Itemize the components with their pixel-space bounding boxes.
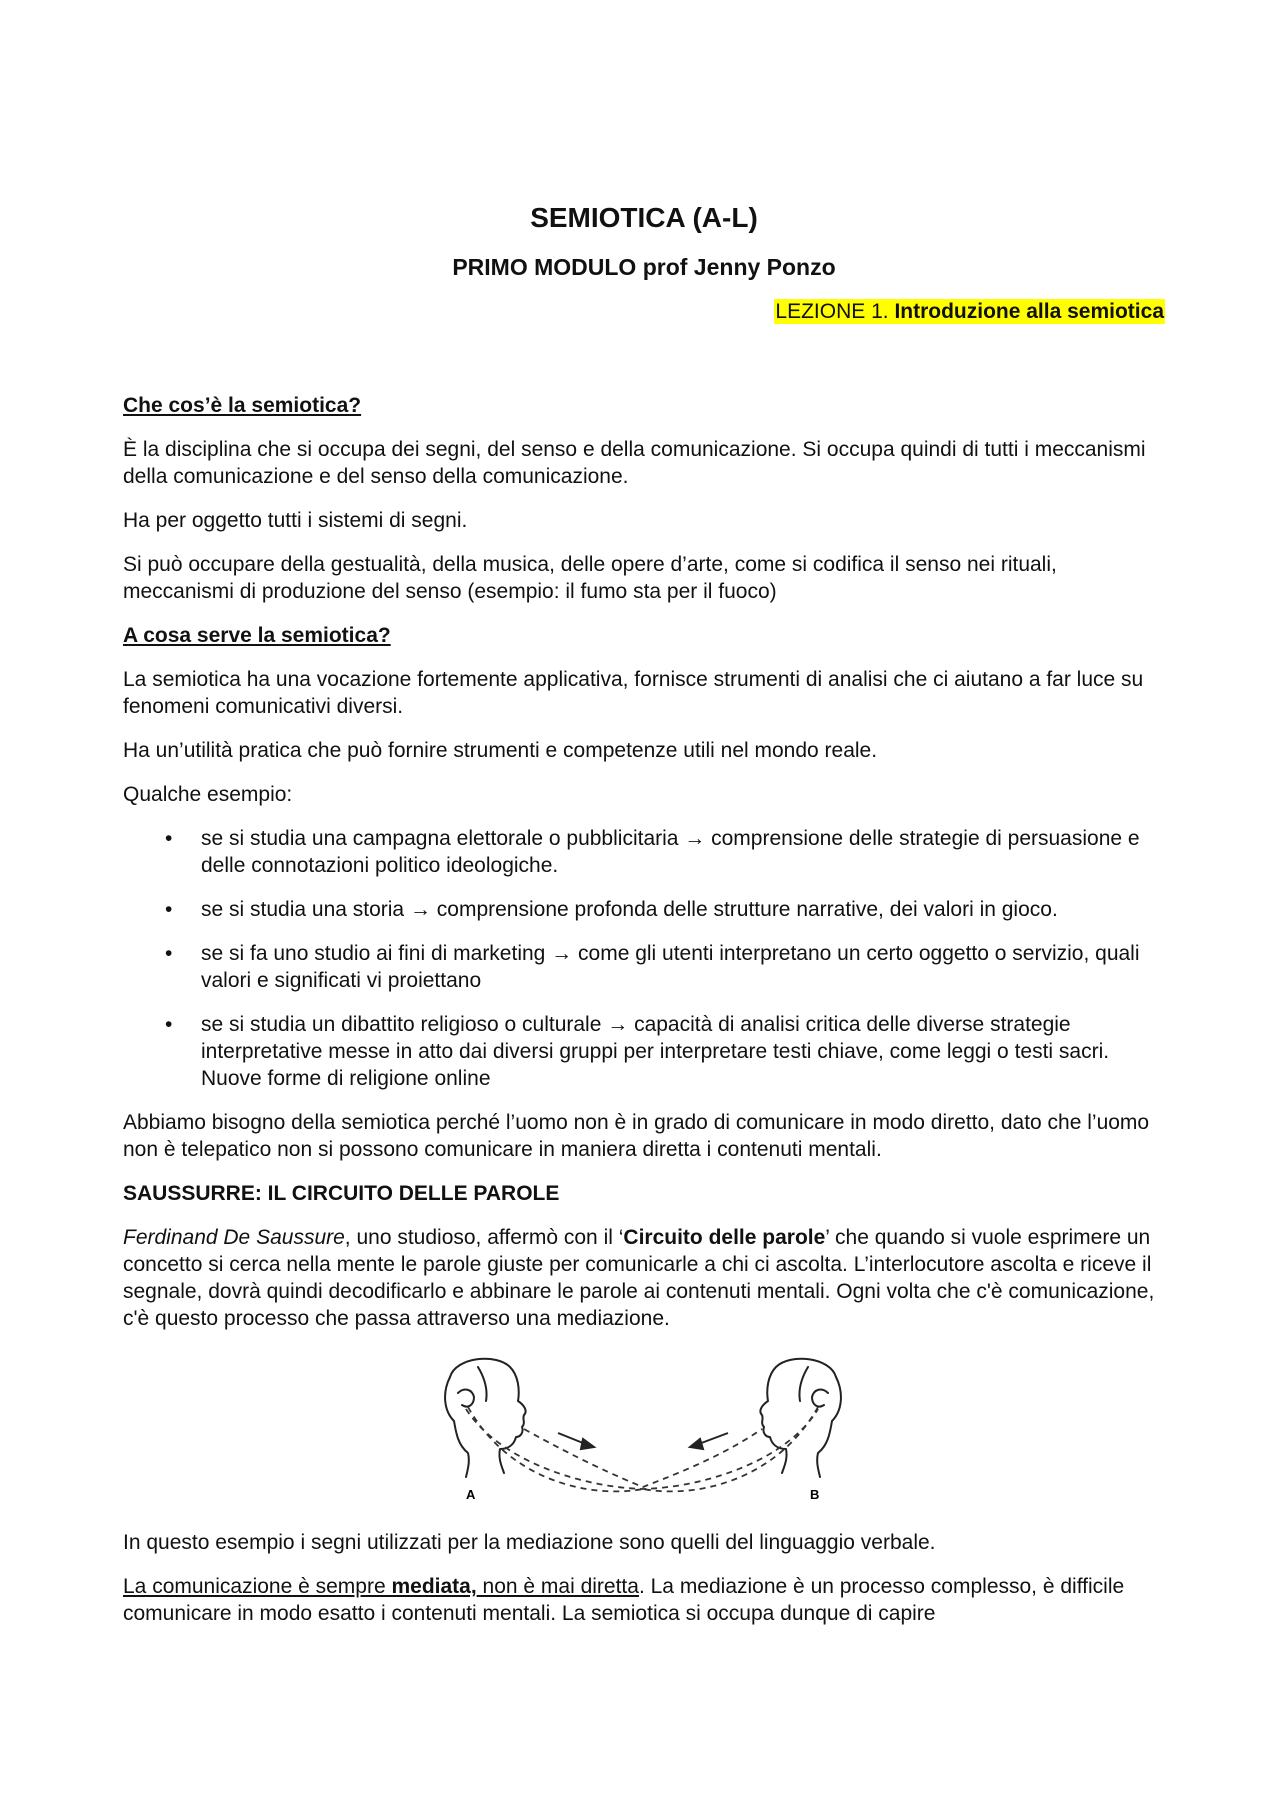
author-name: Ferdinand De Saussure (123, 1226, 345, 1249)
list-item: • se si studia una campagna elettorale o pubblicitaria → comprensione delle strategie di persuasione e delle connotazioni politico ideologiche. (165, 827, 1140, 877)
paragraph: La semiotica ha una vocazione fortemente applicativa, fornisce strumenti di analisi che ci aiutano a far luce su fenomeni comunicativi diversi. (123, 668, 1144, 718)
bullet-icon: • (165, 942, 173, 965)
bullet-icon: • (165, 827, 173, 850)
paragraph-mediation: La comunicazione è sempre mediata, non è mai diretta. La mediazione è un processo complesso, è difficile comunicare in modo esatto i contenuti mentali. La semiotica si occupa dunque di capire (123, 1575, 1125, 1625)
paragraph: Ha un’utilità pratica che può fornire strumenti e competenze utili nel mondo reale. (123, 739, 878, 762)
list-item: • se si fa uno studio ai fini di marketing → come gli utenti interpretano un certo oggetto o servizio, quali valori e significati vi proiettano (165, 942, 1140, 992)
head-b-outline (760, 1359, 836, 1473)
speech-circuit-figure (123, 1349, 1165, 1509)
document-subtitle: PRIMO MODULO prof Jenny Ponzo (452, 254, 836, 280)
paragraph: Abbiamo bisogno della semiotica perché l’uomo non è in grado di comunicare in modo diretto, dato che l’uomo non è telepatico non si possono comunicare in maniera diretta i contenuti mentali. (123, 1111, 1150, 1161)
term-mediata: mediata, (391, 1575, 477, 1598)
figure-label-a: A (466, 1487, 476, 1502)
list-item: • se si studia una storia → comprensione profonda delle strutture narrative, dei valori in gioco. (165, 898, 1058, 921)
lesson-number: LEZIONE 1. (775, 300, 889, 323)
head-a-outline (450, 1359, 526, 1473)
section-heading-what: Che cos’è la semiotica? (123, 394, 362, 417)
bullet-icon: • (165, 898, 173, 921)
examples-list (123, 825, 1165, 1092)
term-circuito: Circuito delle parole (623, 1226, 826, 1249)
paragraph: Ha per oggetto tutti i sistemi di segni. (123, 509, 468, 532)
bullet-icon: • (165, 1013, 173, 1036)
paragraph: Qualche esempio: (123, 783, 293, 806)
paragraph: In questo esempio i segni utilizzati per la mediazione sono quelli del linguaggio verbale. (123, 1531, 936, 1554)
document-title: SEMIOTICA (A-L) (530, 202, 758, 233)
document-body (123, 392, 1165, 1644)
speech-circuit-illustration (438, 1349, 848, 1509)
section-heading-saussure: SAUSSURRE: IL CIRCUITO DELLE PAROLE (123, 1182, 560, 1205)
paragraph: È la disciplina che si occupa dei segni, del senso e della comunicazione. Si occupa quindi di tutti i meccanismi della comunicazione e del senso della comunicazione. (123, 438, 1146, 488)
paragraph-saussure: Ferdinand De Saussure, uno studioso, affermò con il ‘Circuito delle parole’ che quando si vuole esprimere un concetto si cerca nella mente le parole giuste per comunicarle a chi ci ascolta. L’interlocutore ascolta e riceve il segnale, dovrà quindi decodificarlo e abbinare le parole ai contenuti mentali. Ogni volta che c'è comunicazione, c'è questo processo che passa attraverso una mediazione. (123, 1226, 1155, 1330)
figure-label-b: B (810, 1487, 820, 1502)
lesson-title: Introduzione alla semiotica (894, 300, 1164, 323)
paragraph: Si può occupare della gestualità, della musica, delle opere d’arte, come si codifica il senso nei rituali, meccanismi di produzione del senso (esempio: il fumo sta per il fuoco) (123, 553, 1057, 603)
section-heading-purpose: A cosa serve la semiotica? (123, 624, 391, 647)
list-item: • se si studia un dibattito religioso o culturale → capacità di analisi critica delle diverse strategie interpretative messe in atto dai diversi gruppi per interpretare testi chiave, come leggi o testi sacri. Nuove forme di religione online (165, 1013, 1110, 1090)
lesson-heading (774, 300, 1165, 324)
